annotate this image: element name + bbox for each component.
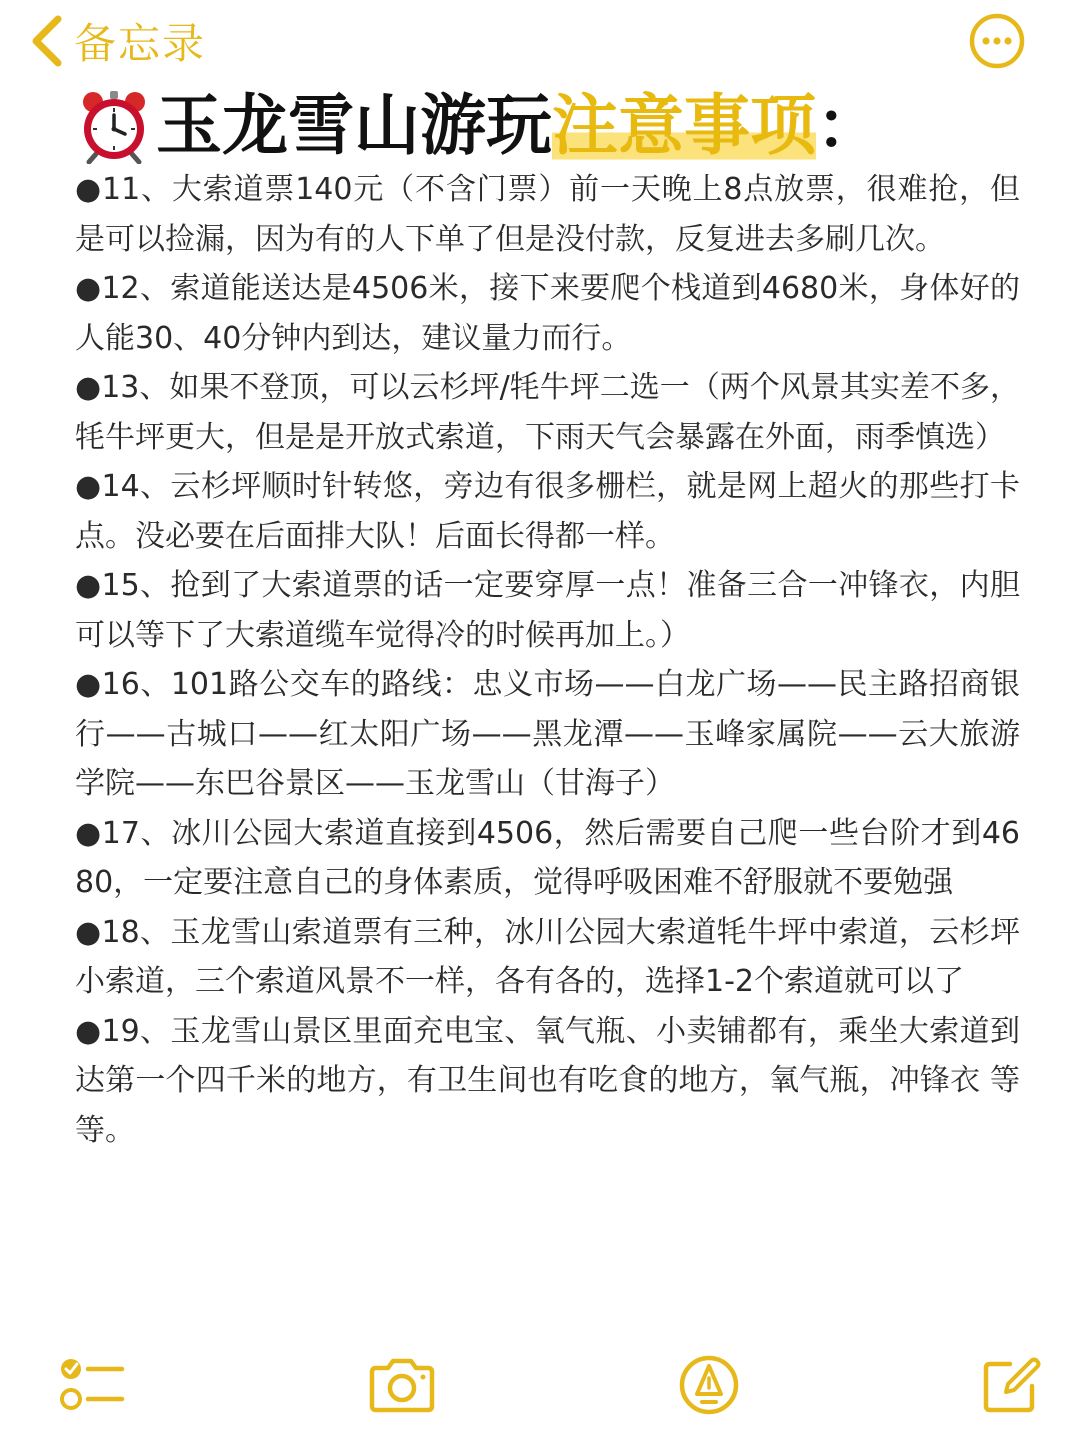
checklist-button[interactable]	[58, 1354, 126, 1414]
title-colon: ：	[816, 87, 882, 164]
note-item-13: ●13、如果不登顶，可以云杉坪/牦牛坪二选一（两个风景其实差不多，牦牛坪更大，但是是开放式索道，下雨天气会暴露在外面，雨季慎选）	[75, 370, 1020, 455]
title-highlight-text: 注意事项	[552, 87, 816, 164]
compose-icon	[980, 1354, 1042, 1416]
markup-button[interactable]	[678, 1354, 740, 1416]
alarm-clock-icon	[76, 88, 152, 164]
back-label: 备忘录	[74, 19, 207, 68]
checklist-icon	[58, 1354, 126, 1414]
back-button[interactable]	[28, 10, 206, 72]
chevron-left-icon	[28, 15, 64, 67]
pen-tip-icon	[678, 1354, 740, 1416]
note-item-18: ●18、玉龙雪山索道票有三种，冰川公园大索道牦牛坪中索道，云杉坪小索道，三个索道风景不一样，各有各的，选择1-2个索道就可以了	[75, 914, 1020, 999]
note-item-14: ●14、云杉坪顺时针转悠，旁边有很多栅栏，就是网上超火的那些打卡点。没必要在后面排大队！后面长得都一样。	[75, 469, 1020, 554]
camera-icon	[366, 1356, 438, 1414]
ellipsis-circle-icon	[968, 12, 1026, 70]
navigation-bar	[0, 0, 1080, 84]
compose-button[interactable]	[980, 1354, 1042, 1416]
more-button[interactable]	[968, 12, 1026, 70]
note-item-15: ●15、抢到了大索道票的话一定要穿厚一点！准备三合一冲锋衣，内胆可以等下了大索道缆车觉得冷的时候再加上。）	[75, 568, 1020, 653]
bottom-toolbar	[0, 1350, 1080, 1430]
camera-button[interactable]	[366, 1356, 438, 1414]
note-title	[76, 86, 882, 166]
note-item-11: ●11、大索道票140元（不含门票）前一天晚上8点放票，很难抢，但是可以捡漏，因为有的人下单了但是没付款，反复进去多刷几次。	[75, 172, 1020, 257]
note-item-17: ●17、冰川公园大索道直接到4506，然后需要自己爬一些台阶才到4680，一定要注意自己的身体素质，觉得呼吸困难不舒服就不要勉强	[75, 815, 1020, 900]
note-item-16: ●16、101路公交车的路线：忠义市场——白龙广场——民主路招商银行——古城口——红太阳广场——黑龙潭——玉峰家属院——云大旅游学院——东巴谷景区——玉龙雪山（甘海子）	[75, 667, 1020, 801]
title-main-text: 玉龙雪山游玩	[156, 87, 552, 164]
note-body[interactable]	[75, 165, 1020, 1155]
note-item-19: ●19、玉龙雪山景区里面充电宝、氧气瓶、小卖铺都有，乘坐大索道到达第一个四千米的地方，有卫生间也有吃食的地方，氧气瓶，冲锋衣 等等。	[75, 1013, 1020, 1148]
note-item-12: ●12、索道能送达是4506米，接下来要爬个栈道到4680米，身体好的人能30、40分钟内到达，建议量力而行。	[75, 271, 1020, 356]
